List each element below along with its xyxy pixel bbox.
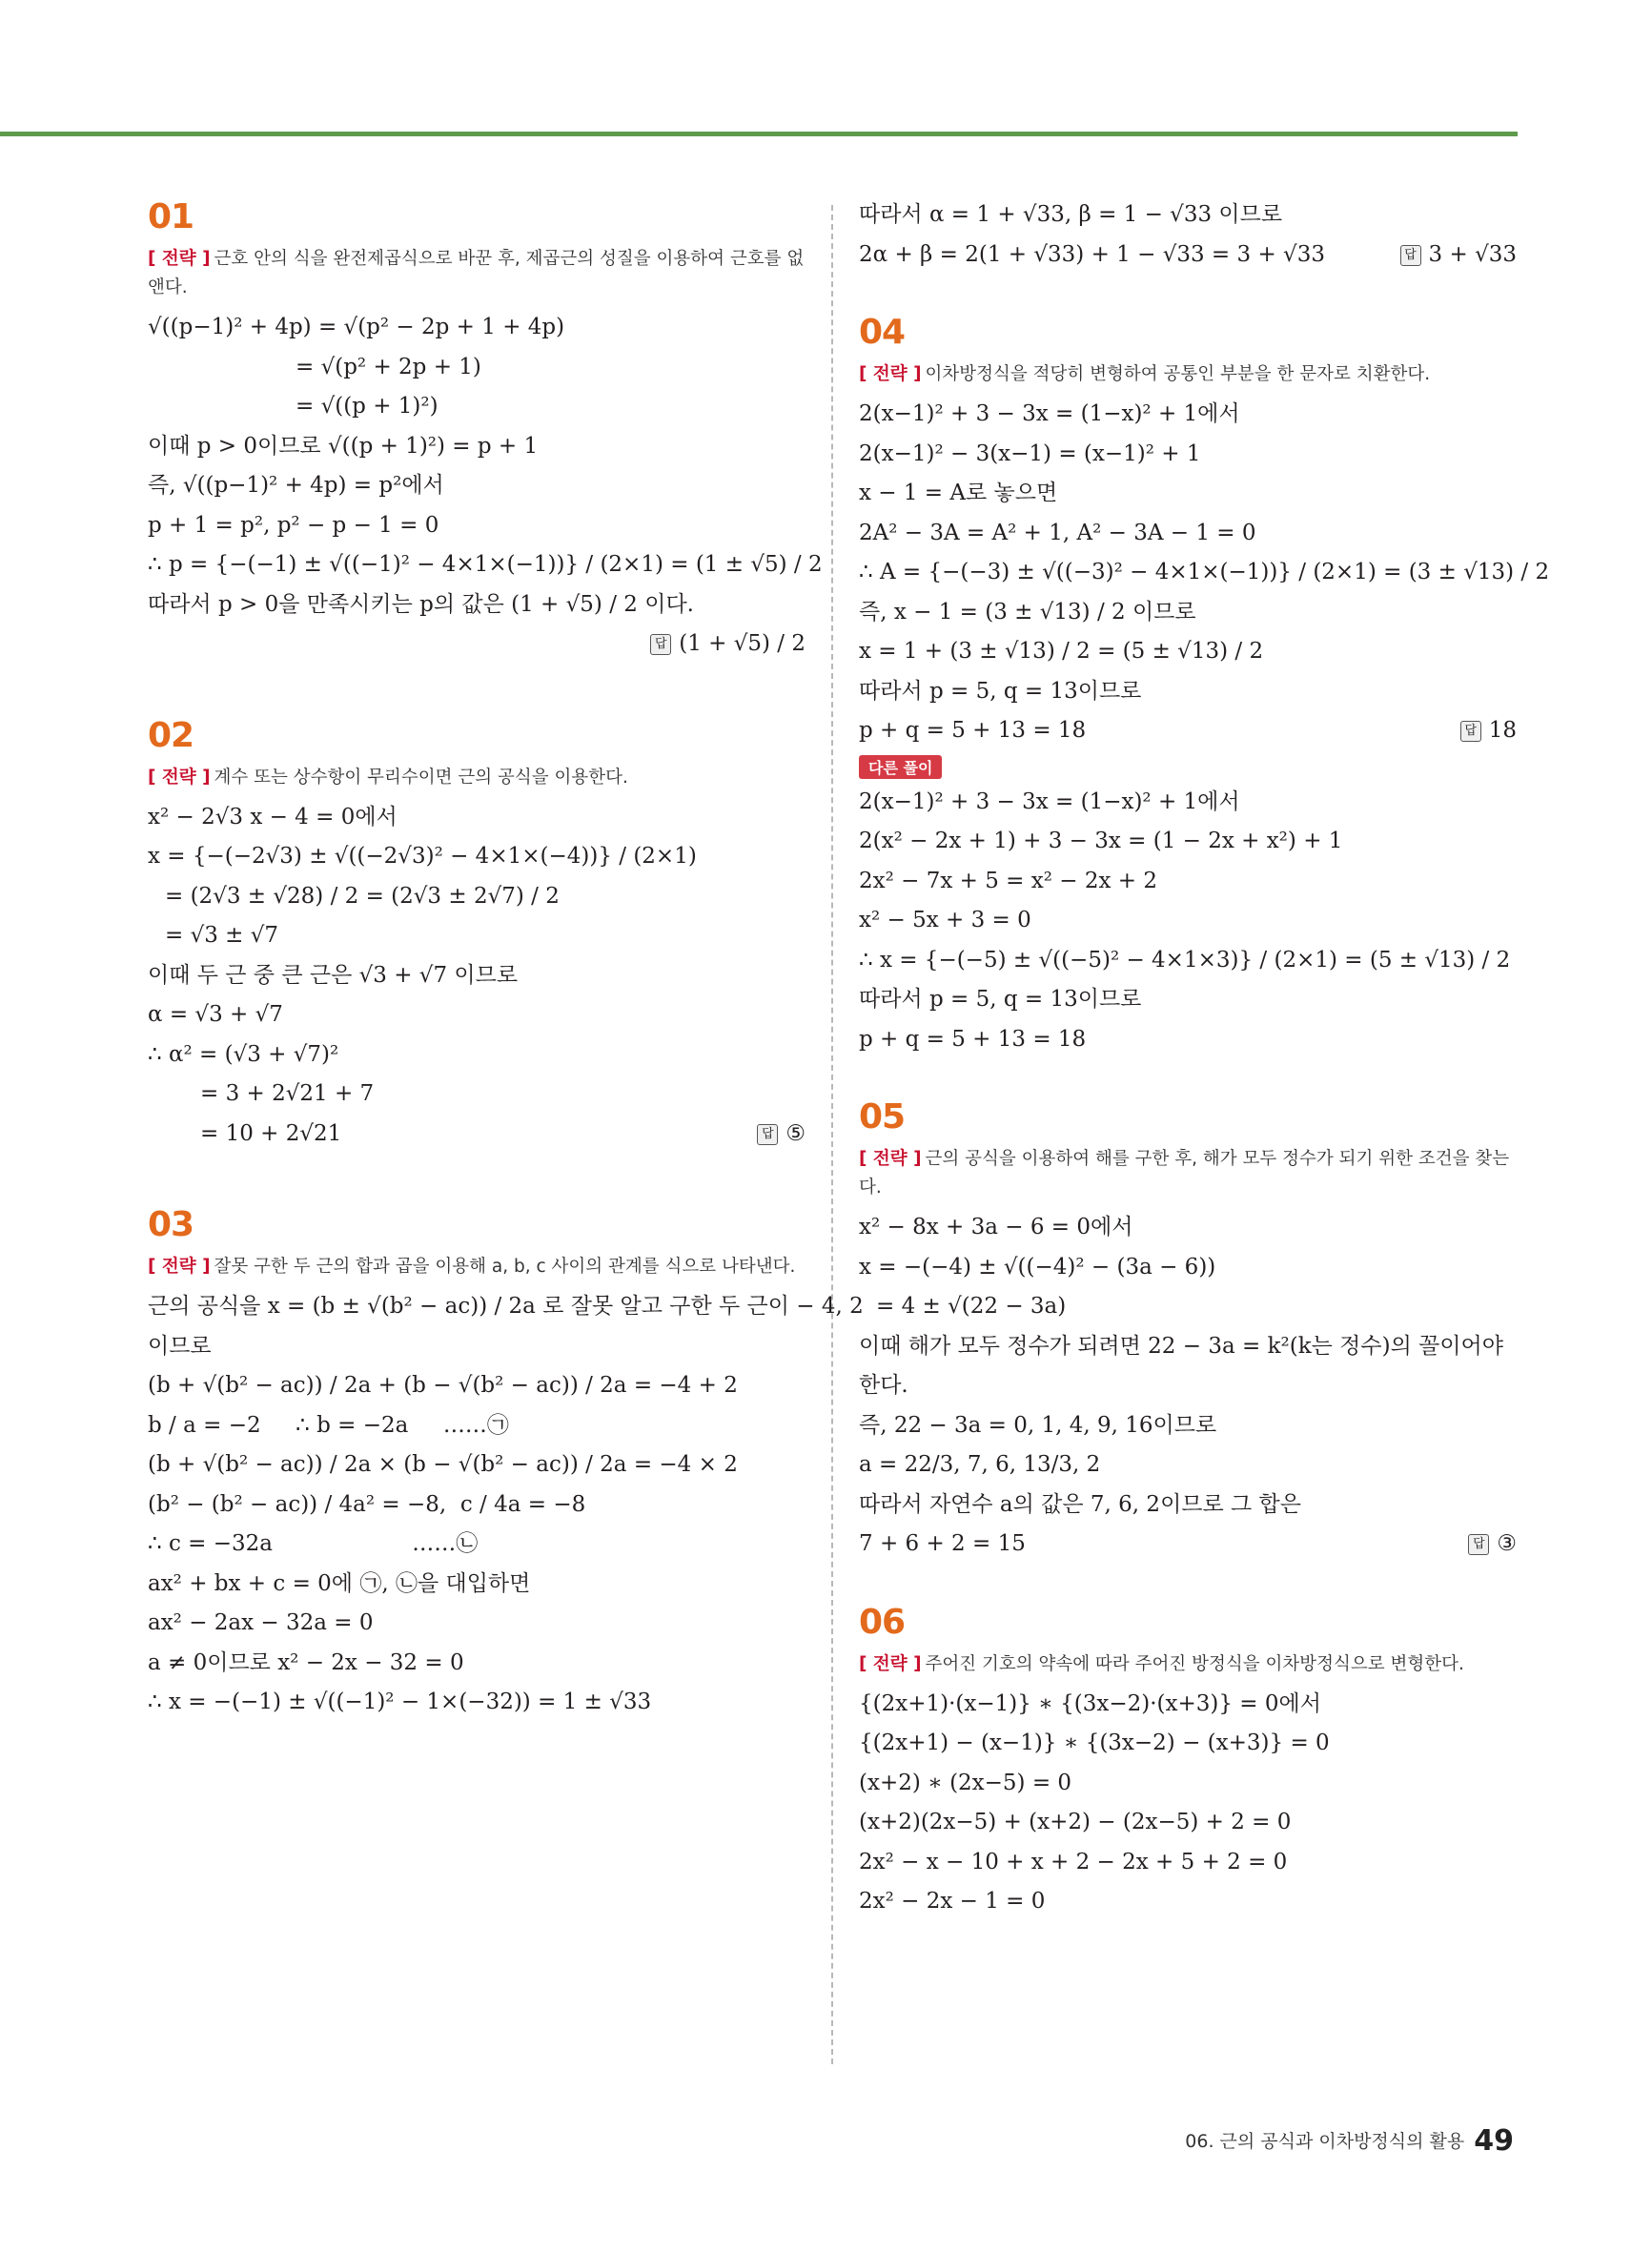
- solution-line: = 4 ± √(22 − 3a): [876, 1294, 1067, 1319]
- page-number: 49: [1474, 2124, 1514, 2158]
- solution-line: = (2√3 ± √28) / 2 = (2√3 ± 2√7) / 2: [165, 883, 560, 909]
- solution-line: 이때 p > 0이므로 √((p + 1)²) = p + 1: [148, 433, 539, 459]
- solution-line: 따라서 자연수 a의 값은 7, 6, 2이므로 그 합은: [859, 1491, 1301, 1517]
- answer-badge: 답: [650, 634, 671, 655]
- answer-value: ⑤: [785, 1120, 806, 1146]
- solution-line: (x+2)(2x−5) + (x+2) − (2x−5) + 2 = 0: [859, 1810, 1292, 1834]
- solution-line: ∴ c = −32a ……㉡: [148, 1531, 479, 1556]
- solution-line: ∴ x = {−(−5) ± √((−5)² − 4×1×3)} / (2×1) = (5 ± √13) / 2: [859, 947, 1511, 973]
- solution-line: b / a = −2 ∴ b = −2a ……㉠: [148, 1412, 509, 1438]
- solution-line: 2(x−1)² − 3(x−1) = (x−1)² + 1: [859, 440, 1201, 466]
- right-column: [859, 195, 1550, 1922]
- solution-line: a = 22/3, 7, 6, 13/3, 2: [859, 1452, 1101, 1477]
- strategy: [859, 1145, 1517, 1202]
- solution-line: ax² − 2ax − 32a = 0: [148, 1610, 374, 1635]
- answer-value: 18: [1488, 718, 1517, 743]
- solution-line: 따라서 p > 0을 만족시키는 p의 값은 (1 + √5) / 2 이다.: [148, 591, 694, 617]
- answer-row: [859, 236, 1517, 276]
- solution-line: 2α + β = 2(1 + √33) + 1 − √33 = 3 + √33: [859, 241, 1325, 267]
- answer-value: 3 + √33: [1428, 241, 1517, 267]
- solution-line: p + 1 = p², p² − p − 1 = 0: [148, 512, 439, 538]
- answer: [757, 1115, 806, 1155]
- solution-line: x² − 5x + 3 = 0: [859, 908, 1031, 932]
- answer-value: ③: [1497, 1531, 1517, 1556]
- solution-line: p + q = 5 + 13 = 18: [859, 718, 1087, 743]
- solution-line: (x+2) ∗ (2x−5) = 0: [859, 1770, 1072, 1795]
- solution-line: = 10 + 2√21: [200, 1120, 342, 1146]
- answer-row: [859, 1525, 1517, 1565]
- solution-line: {(2x+1) − (x−1)} ∗ {(3x−2) − (x+3)} = 0: [859, 1731, 1330, 1755]
- strategy: [859, 360, 1517, 389]
- problem-number: 06: [859, 1602, 906, 1642]
- problem-number: 03: [148, 1205, 194, 1244]
- solution-line: 2A² − 3A = A² + 1, A² − 3A − 1 = 0: [859, 520, 1256, 545]
- strategy: [148, 1253, 806, 1281]
- solution-line: 따라서 α = 1 + √33, β = 1 − √33 이므로: [859, 202, 1283, 227]
- answer-value: (1 + √5) / 2: [679, 631, 806, 656]
- solution-line: {(2x+1)·(x−1)} ∗ {(3x−2)·(x+3)} = 0에서: [859, 1690, 1321, 1716]
- problem-number: 04: [859, 313, 906, 352]
- answer-row: [859, 711, 1517, 751]
- solution-line: = 3 + 2√21 + 7: [200, 1081, 375, 1106]
- strategy-tag: [ 전략 ]: [859, 364, 922, 384]
- column-divider: [831, 205, 833, 2064]
- solution-line: 2(x−1)² + 3 − 3x = (1−x)² + 1에서: [859, 789, 1240, 814]
- problem-number: 05: [859, 1097, 906, 1137]
- answer-badge: 답: [1468, 1534, 1489, 1555]
- strategy-text: 계수 또는 상수항이 무리수이면 근의 공식을 이용한다.: [214, 767, 628, 788]
- solution-line: 2x² − x − 10 + x + 2 − 2x + 5 + 2 = 0: [859, 1849, 1288, 1874]
- solution-line: x − 1 = A로 놓으면: [859, 481, 1058, 505]
- alt-solution-badge: 다른 풀이: [859, 755, 942, 779]
- solution-line: = √3 ± √7: [165, 923, 279, 948]
- solution-line: 2(x−1)² + 3 − 3x = (1−x)² + 1에서: [859, 401, 1240, 426]
- strategy-tag: [ 전략 ]: [859, 1149, 922, 1169]
- answer: [1460, 711, 1517, 751]
- solution-line: x² − 2√3 x − 4 = 0에서: [148, 804, 398, 830]
- solution-line: 근의 공식을 x = (b ± √(b² − ac)) / 2a 로 잘못 알고 구한 두 근이 − 4, 2: [148, 1294, 864, 1319]
- solution-line: 즉, x − 1 = (3 ± √13) / 2 이므로: [859, 599, 1196, 625]
- answer: [1468, 1525, 1517, 1565]
- strategy: [148, 245, 806, 302]
- solution-line: x = 1 + (3 ± √13) / 2 = (5 ± √13) / 2: [859, 639, 1264, 664]
- answer: [650, 625, 806, 665]
- strategy: [148, 764, 806, 792]
- solution-line: ∴ A = {−(−3) ± √((−3)² − 4×1×(−1))} / (2×1) = (3 ± √13) / 2: [859, 560, 1550, 584]
- answer-badge: 답: [1400, 245, 1421, 266]
- solution-line: (b + √(b² − ac)) / 2a + (b − √(b² − ac)) / 2a = −4 + 2: [148, 1373, 738, 1398]
- strategy-text: 근의 공식을 이용하여 해를 구한 후, 해가 모두 정수가 되기 위한 조건을 찾는다.: [859, 1149, 1510, 1198]
- solution-line: 2x² − 7x + 5 = x² − 2x + 2: [859, 868, 1157, 893]
- strategy-text: 이차방정식을 적당히 변형하여 공통인 부분을 한 문자로 치환한다.: [925, 364, 1431, 384]
- solution-line: 이때 해가 모두 정수가 되려면 22 − 3a = k²(k는 정수)의 꼴이어야: [859, 1333, 1503, 1359]
- solution-line: x = −(−4) ± √((−4)² − (3a − 6)): [859, 1254, 1216, 1280]
- strategy-tag: [ 전략 ]: [148, 1257, 211, 1277]
- solution-line: x² − 8x + 3a − 6 = 0에서: [859, 1215, 1133, 1239]
- strategy-tag: [ 전략 ]: [148, 249, 211, 269]
- answer: [1400, 236, 1517, 276]
- solution-line: 따라서 p = 5, q = 13이므로: [859, 678, 1142, 704]
- solution-line: = √((p + 1)²): [296, 394, 438, 419]
- answer-row: [148, 625, 806, 665]
- solution-line: ∴ p = {−(−1) ± √((−1)² − 4×1×(−1))} / (2×1) = (1 ± √5) / 2: [148, 552, 823, 577]
- left-column: [148, 195, 864, 1723]
- solution-line: = √(p² + 2p + 1): [296, 354, 481, 379]
- solution-line: p + q = 5 + 13 = 18: [859, 1026, 1087, 1052]
- solution-line: 따라서 p = 5, q = 13이므로: [859, 987, 1142, 1012]
- strategy-text: 근호 안의 식을 완전제곱식으로 바꾼 후, 제곱근의 성질을 이용하여 근호를 없앤다.: [148, 249, 805, 297]
- top-rule: [0, 132, 1518, 136]
- solution-line: 이때 두 근 중 큰 근은 √3 + √7 이므로: [148, 962, 519, 988]
- solution-line: ax² + bx + c = 0에 ㉠, ㉡을 대입하면: [148, 1570, 531, 1596]
- solution-line: 즉, 22 − 3a = 0, 1, 4, 9, 16이므로: [859, 1412, 1217, 1438]
- answer-badge: 답: [1460, 721, 1481, 742]
- solution-line: a ≠ 0이므로 x² − 2x − 32 = 0: [148, 1649, 464, 1675]
- problem-number: 01: [148, 197, 194, 236]
- page-footer: [1185, 2124, 1514, 2158]
- solution-line: ∴ x = −(−1) ± √((−1)² − 1×(−32)) = 1 ± √33: [148, 1690, 652, 1714]
- strategy-tag: [ 전략 ]: [859, 1653, 922, 1674]
- solution-line: (b² − (b² − ac)) / 4a² = −8, c / 4a = −8: [148, 1491, 586, 1517]
- solution-line: x = {−(−2√3) ± √((−2√3)² − 4×1×(−4))} / (2×1): [148, 844, 697, 869]
- solution-line: 2x² − 2x − 1 = 0: [859, 1889, 1046, 1914]
- solution-line: ∴ α² = (√3 + √7)²: [148, 1041, 339, 1067]
- answer-badge: 답: [757, 1124, 778, 1145]
- problem-number: 02: [148, 715, 194, 755]
- solution-line: 이므로: [148, 1333, 212, 1359]
- strategy-text: 주어진 기호의 약속에 따라 주어진 방정식을 이차방정식으로 변형한다.: [925, 1653, 1464, 1674]
- strategy-tag: [ 전략 ]: [148, 767, 211, 788]
- solution-line: (b + √(b² − ac)) / 2a × (b − √(b² − ac)) / 2a = −4 × 2: [148, 1452, 738, 1477]
- solution-line: 7 + 6 + 2 = 15: [859, 1531, 1026, 1556]
- strategy-text: 잘못 구한 두 근의 합과 곱을 이용해 a, b, c 사이의 관계를 식으로 나타낸다.: [214, 1257, 796, 1277]
- strategy: [859, 1650, 1517, 1679]
- solution-line: 2(x² − 2x + 1) + 3 − 3x = (1 − 2x + x²) + 1: [859, 829, 1343, 853]
- solution-line: α = √3 + √7: [148, 1002, 283, 1027]
- solution-line: 즉, √((p−1)² + 4p) = p²에서: [148, 473, 444, 498]
- solution-line: √((p−1)² + 4p) = √(p² − 2p + 1 + 4p): [148, 315, 565, 339]
- solution-line: 한다.: [859, 1373, 908, 1398]
- answer-row: [148, 1115, 806, 1155]
- chapter-title: 06. 근의 공식과 이차방정식의 활용: [1185, 2131, 1465, 2152]
